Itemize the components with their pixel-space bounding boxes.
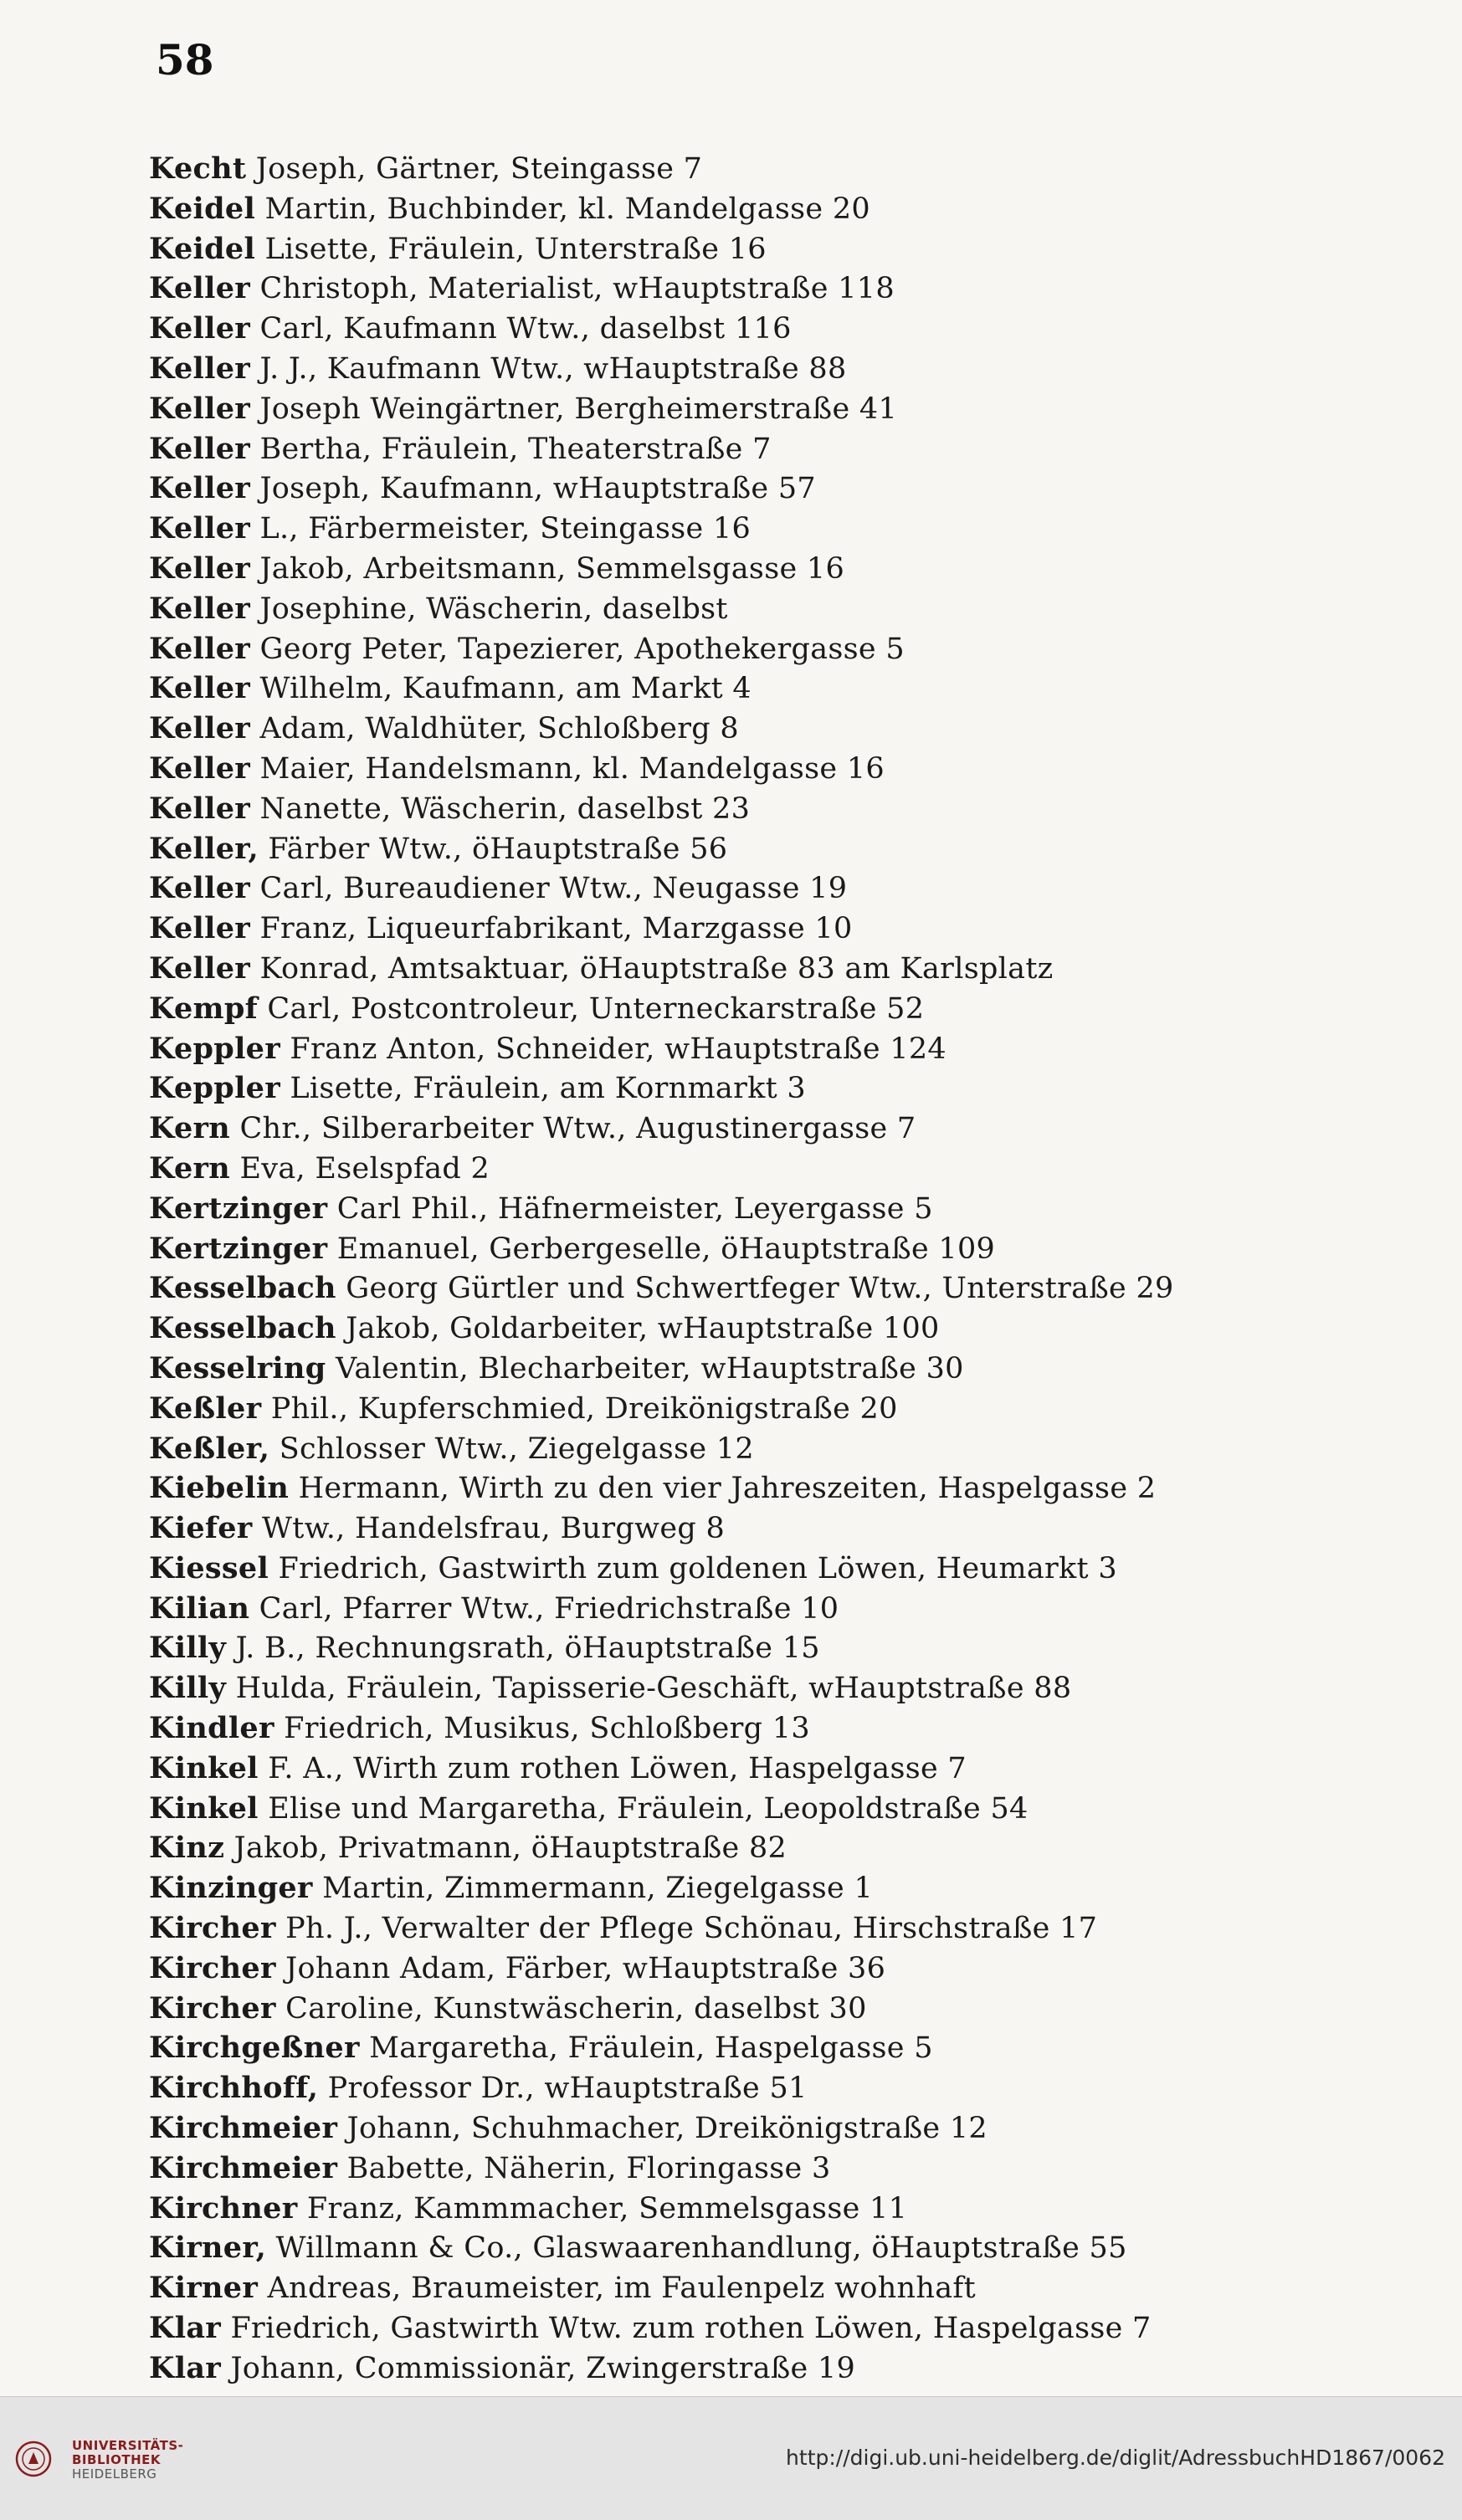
- entry-surname: Keller: [149, 711, 251, 746]
- entry-surname: Keller: [149, 791, 251, 826]
- entry-details: Friedrich, Gastwirth zum goldenen Löwen, Heumarkt 3: [269, 1551, 1117, 1585]
- directory-entry: [149, 149, 1388, 189]
- entry-surname: Keidel: [149, 231, 256, 266]
- directory-entry: [149, 829, 1388, 869]
- entry-surname: Keidel: [149, 191, 256, 226]
- directory-entry: [149, 868, 1388, 909]
- directory-entry: [149, 309, 1388, 349]
- entry-surname: Kilian: [149, 1590, 250, 1626]
- entry-surname: Kesselbach: [149, 1311, 336, 1346]
- entry-details: Franz, Kammmacher, Semmelsgasse 11: [297, 2191, 908, 2225]
- entry-details: Maier, Handelsmann, kl. Mandelgasse 16: [250, 751, 885, 786]
- directory-entry: [149, 2068, 1388, 2108]
- entry-details: Konrad, Amtsaktuar, öHauptstraße 83 am Karlsplatz: [250, 951, 1054, 986]
- entry-details: Georg Gürtler und Schwertfeger Wtw., Unterstraße 29: [336, 1272, 1174, 1306]
- entry-surname: Keller: [149, 391, 251, 426]
- entry-surname: Kinkel: [149, 1750, 259, 1785]
- directory-entry: [149, 629, 1388, 669]
- directory-entry: [149, 2228, 1388, 2268]
- directory-entry: [149, 789, 1388, 829]
- entry-details: L., Färbermeister, Steingasse 16: [250, 512, 752, 546]
- logo-line-3: HEIDELBERG: [72, 2466, 157, 2482]
- university-seal-icon: [15, 2441, 52, 2477]
- entry-details: Hermann, Wirth zu den vier Jahreszeiten, Haspelgasse 2: [289, 1472, 1157, 1506]
- entry-surname: Kirner: [149, 2271, 259, 2306]
- directory-entry: [149, 709, 1388, 749]
- directory-entry: [149, 1029, 1388, 1069]
- directory-entry: [149, 2189, 1388, 2229]
- directory-entry: [149, 1109, 1388, 1149]
- entry-details: Phil., Kupferschmied, Dreikönigstraße 20: [261, 1391, 898, 1426]
- directory-entry: [149, 1789, 1388, 1829]
- entry-details: Emanuel, Gerbergeselle, öHauptstraße 109: [327, 1232, 996, 1266]
- entry-surname: Kirchgeßner: [149, 2031, 360, 2066]
- directory-entry: [149, 2028, 1388, 2068]
- entry-surname: Kinkel: [149, 1790, 259, 1826]
- entry-details: J. J., Kaufmann Wtw., wHauptstraße 88: [250, 351, 847, 386]
- entry-details: Nanette, Wäscherin, daselbst 23: [250, 791, 751, 826]
- entry-surname: Kinzinger: [149, 1871, 313, 1906]
- source-url-link[interactable]: http://digi.ub.uni-heidelberg.de/diglit/AdressbuchHD1867/0062: [786, 2446, 1445, 2470]
- entry-surname: Kesselbach: [149, 1271, 336, 1306]
- directory-entry: [149, 1949, 1388, 1989]
- entry-surname: Kirchmeier: [149, 2111, 338, 2146]
- entry-details: Franz Anton, Schneider, wHauptstraße 124: [280, 1032, 946, 1066]
- entry-details: Carl, Kaufmann Wtw., daselbst 116: [250, 312, 792, 346]
- entry-details: Georg Peter, Tapezierer, Apothekergasse 5: [250, 632, 905, 666]
- directory-entry: [149, 1149, 1388, 1189]
- entry-details: Jakob, Arbeitsmann, Semmelsgasse 16: [250, 551, 845, 586]
- entry-surname: Kiebelin: [149, 1471, 290, 1506]
- entry-details: Carl, Pfarrer Wtw., Friedrichstraße 10: [249, 1591, 839, 1626]
- entry-surname: Kircher: [149, 1950, 276, 1985]
- entry-surname: Keller: [149, 750, 251, 786]
- directory-entry: [149, 269, 1388, 309]
- entry-details: Johann, Commissionär, Zwingerstraße 19: [221, 2351, 856, 2385]
- entry-surname: Kertzinger: [149, 1231, 328, 1266]
- entry-surname: Kindler: [149, 1711, 274, 1746]
- entry-details: Joseph, Gärtner, Steingasse 7: [246, 152, 703, 186]
- directory-entry: [149, 2308, 1388, 2348]
- entry-details: Wtw., Handelsfrau, Burgweg 8: [252, 1512, 726, 1546]
- page-number: 58: [156, 35, 214, 85]
- directory-entry: [149, 2108, 1388, 2149]
- entry-details: Professor Dr., wHauptstraße 51: [318, 2072, 808, 2106]
- entry-surname: Keller: [149, 871, 251, 906]
- directory-entry: [149, 509, 1388, 549]
- directory-entry: [149, 1589, 1388, 1629]
- directory-entry: [149, 1309, 1388, 1349]
- directory-entry: [149, 1349, 1388, 1389]
- directory-entry: [149, 349, 1388, 389]
- entry-details: Ph. J., Verwalter der Pflege Schönau, Hirschstraße 17: [275, 1912, 1098, 1946]
- entry-details: Wilhelm, Kaufmann, am Markt 4: [250, 672, 752, 706]
- directory-entry: [149, 749, 1388, 789]
- entry-surname: Klar: [149, 2311, 222, 2346]
- entry-details: Carl Phil., Häfnermeister, Leyergasse 5: [327, 1191, 933, 1226]
- entry-details: Bertha, Fräulein, Theaterstraße 7: [250, 432, 772, 466]
- entry-details: Johann, Schuhmacher, Dreikönigstraße 12: [337, 2112, 987, 2146]
- entry-details: Andreas, Braumeister, im Faulenpelz wohnhaft: [258, 2272, 977, 2306]
- directory-entry: [149, 1389, 1388, 1429]
- directory-entry: [149, 1508, 1388, 1549]
- entry-surname: Killy: [149, 1671, 227, 1706]
- entry-details: Willmann & Co., Glaswaarenhandlung, öHauptstraße 55: [266, 2231, 1127, 2266]
- entry-details: Lisette, Fräulein, am Kornmarkt 3: [280, 1072, 807, 1106]
- logo-line-1: UNIVERSITÄTS-: [72, 2438, 184, 2453]
- directory-entry: [149, 1668, 1388, 1708]
- directory-entry: [149, 1549, 1388, 1589]
- entry-surname: Kempf: [149, 991, 258, 1026]
- entry-details: Jakob, Privatmann, öHauptstraße 82: [224, 1831, 787, 1866]
- entry-surname: Keppler: [149, 1071, 280, 1106]
- entry-surname: Klar: [149, 2350, 222, 2385]
- entry-details: Adam, Waldhüter, Schloßberg 8: [250, 712, 739, 746]
- directory-entry: [149, 1989, 1388, 2029]
- directory-entry: [149, 668, 1388, 709]
- directory-entry: [149, 1468, 1388, 1508]
- entry-surname: Keller: [149, 471, 251, 506]
- entry-details: Josephine, Wäscherin, daselbst: [250, 592, 728, 626]
- directory-entry: [149, 589, 1388, 629]
- entry-surname: Keßler,: [149, 1431, 270, 1466]
- entry-details: Joseph Weingärtner, Bergheimerstraße 41: [250, 392, 898, 426]
- entry-details: Hulda, Fräulein, Tapisserie-Geschäft, wHauptstraße 88: [226, 1672, 1072, 1706]
- entry-details: Friedrich, Gastwirth Wtw. zum rothen Löwen, Haspelgasse 7: [221, 2312, 1152, 2346]
- directory-entry: [149, 1828, 1388, 1868]
- directory-entries: [149, 149, 1388, 2389]
- entry-surname: Kiessel: [149, 1550, 269, 1585]
- entry-surname: Kirner,: [149, 2231, 267, 2266]
- entry-details: Martin, Buchbinder, kl. Mandelgasse 20: [255, 192, 870, 226]
- entry-details: Johann Adam, Färber, wHauptstraße 36: [275, 1951, 886, 1985]
- directory-entry: [149, 949, 1388, 989]
- entry-surname: Keller: [149, 311, 251, 346]
- entry-details: Chr., Silberarbeiter Wtw., Augustinergasse 7: [230, 1112, 916, 1146]
- logo-line-2: BIBLIOTHEK: [72, 2452, 161, 2467]
- entry-surname: Kirchhoff,: [149, 2071, 319, 2106]
- entry-surname: Keppler: [149, 1031, 280, 1066]
- entry-surname: Kircher: [149, 1990, 276, 2026]
- directory-entry: [149, 2268, 1388, 2308]
- entry-surname: Keller: [149, 271, 251, 306]
- entry-details: Carl, Bureaudiener Wtw., Neugasse 19: [250, 872, 848, 906]
- entry-surname: Kirchmeier: [149, 2150, 338, 2185]
- directory-entry: [149, 389, 1388, 429]
- entry-surname: Keller: [149, 431, 251, 466]
- entry-surname: Keller: [149, 950, 251, 986]
- entry-details: Elise und Margaretha, Fräulein, Leopoldstraße 54: [258, 1791, 1029, 1826]
- directory-entry: [149, 1628, 1388, 1668]
- directory-entry: [149, 2348, 1388, 2389]
- entry-surname: Keller,: [149, 831, 259, 866]
- entry-details: Lisette, Fräulein, Unterstraße 16: [255, 232, 767, 266]
- entry-surname: Keller: [149, 671, 251, 706]
- directory-entry: [149, 1189, 1388, 1229]
- entry-surname: Keller: [149, 351, 251, 386]
- directory-entry: [149, 1429, 1388, 1469]
- entry-surname: Kesselring: [149, 1350, 326, 1385]
- directory-entry: [149, 1068, 1388, 1109]
- entry-details: Joseph, Kaufmann, wHauptstraße 57: [250, 472, 816, 506]
- entry-surname: Keller: [149, 631, 251, 666]
- entry-surname: Killy: [149, 1631, 227, 1666]
- entry-surname: Kircher: [149, 1911, 276, 1946]
- directory-entry: [149, 1229, 1388, 1269]
- entry-surname: Kecht: [149, 151, 247, 186]
- directory-entry: [149, 909, 1388, 949]
- entry-surname: Keller: [149, 551, 251, 586]
- directory-entry: [149, 229, 1388, 269]
- entry-surname: Kirchner: [149, 2190, 298, 2225]
- directory-entry: [149, 989, 1388, 1029]
- entry-details: Carl, Postcontroleur, Unterneckarstraße 52: [257, 991, 925, 1026]
- entry-details: Franz, Liqueurfabrikant, Marzgasse 10: [250, 912, 853, 946]
- directory-entry: [149, 2149, 1388, 2189]
- directory-entry: [149, 429, 1388, 469]
- entry-details: Friedrich, Musikus, Schloßberg 13: [274, 1712, 810, 1746]
- entry-details: Jakob, Goldarbeiter, wHauptstraße 100: [336, 1312, 940, 1346]
- entry-surname: Kern: [149, 1150, 231, 1186]
- directory-entry: [149, 1749, 1388, 1789]
- library-footer: [0, 2396, 1462, 2520]
- entry-details: F. A., Wirth zum rothen Löwen, Haspelgasse 7: [258, 1751, 967, 1785]
- directory-entry: [149, 1268, 1388, 1309]
- entry-surname: Keller: [149, 511, 251, 546]
- entry-surname: Keller: [149, 911, 251, 946]
- library-logo-text: [72, 2439, 183, 2482]
- entry-surname: Keßler: [149, 1391, 262, 1426]
- entry-surname: Kertzinger: [149, 1191, 328, 1226]
- directory-entry: [149, 189, 1388, 229]
- entry-details: Babette, Näherin, Floringasse 3: [337, 2151, 831, 2185]
- entry-details: Martin, Zimmermann, Ziegelgasse 1: [312, 1872, 874, 1906]
- entry-surname: Kern: [149, 1111, 231, 1146]
- entry-surname: Kinz: [149, 1831, 225, 1866]
- directory-entry: [149, 469, 1388, 509]
- entry-details: Eva, Eselspfad 2: [230, 1151, 490, 1186]
- entry-surname: Kiefer: [149, 1511, 253, 1546]
- entry-details: Valentin, Blecharbeiter, wHauptstraße 30: [326, 1351, 964, 1385]
- directory-entry: [149, 1708, 1388, 1749]
- directory-entry: [149, 1908, 1388, 1949]
- entry-details: J. B., Rechnungsrath, öHauptstraße 15: [226, 1631, 820, 1666]
- entry-details: Christoph, Materialist, wHauptstraße 118: [250, 272, 895, 306]
- entry-details: Schlosser Wtw., Ziegelgasse 12: [269, 1432, 754, 1466]
- directory-entry: [149, 549, 1388, 589]
- directory-entry: [149, 1868, 1388, 1908]
- entry-details: Färber Wtw., öHauptstraße 56: [258, 832, 728, 866]
- entry-details: Margaretha, Fräulein, Haspelgasse 5: [359, 2031, 933, 2066]
- entry-surname: Keller: [149, 591, 251, 626]
- entry-details: Caroline, Kunstwäscherin, daselbst 30: [275, 1991, 867, 2026]
